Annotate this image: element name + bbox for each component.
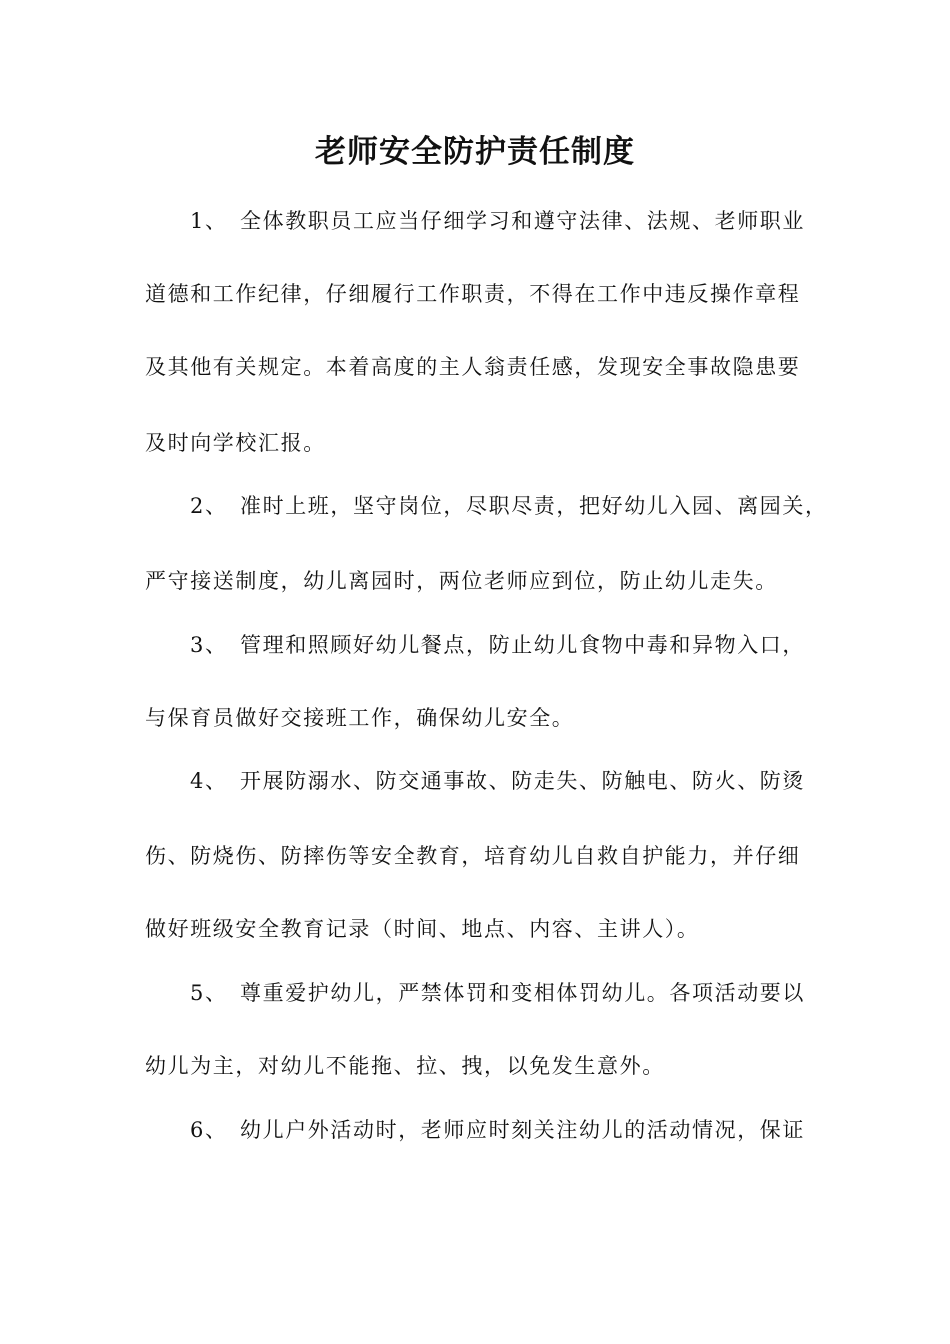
item-4-line-1 [190, 766, 805, 796]
item-5-line-1 [190, 978, 805, 1008]
item-1-text-1: 全体教职员工应当仔细学习和遵守法律、法规、老师职业 [240, 209, 805, 233]
item-3-text-1: 管理和照顾好幼儿餐点，防止幼儿食物中毒和异物入口， [240, 633, 805, 657]
item-4-number: 4、 [190, 769, 228, 793]
item-1-line-3: 及其他有关规定。本着高度的主人翁责任感，发现安全事故隐患要 [145, 355, 801, 379]
item-1-line-4: 及时向学校汇报。 [145, 431, 326, 455]
item-2-line-1 [190, 491, 828, 521]
item-4-line-3: 做好班级安全教育记录（时间、地点、内容、主讲人）。 [145, 917, 700, 941]
item-4-text-1: 开展防溺水、防交通事故、防走失、防触电、防火、防烫 [240, 769, 805, 793]
item-1-line-2: 道德和工作纪律，仔细履行工作职责，不得在工作中违反操作章程 [145, 282, 801, 306]
item-1-line-1 [190, 206, 805, 236]
item-6-line-1 [190, 1115, 805, 1145]
item-1-number: 1、 [190, 209, 228, 233]
item-2-line-2: 严守接送制度，幼儿离园时，两位老师应到位，防止幼儿走失。 [145, 569, 778, 593]
item-4-line-2: 伤、防烧伤、防摔伤等安全教育，培育幼儿自救自护能力，并仔细 [145, 844, 801, 868]
item-3-number: 3、 [190, 633, 228, 657]
item-6-number: 6、 [190, 1118, 228, 1142]
document-title: 老师安全防护责任制度 [315, 134, 635, 170]
item-3-line-1 [190, 630, 805, 660]
item-5-number: 5、 [190, 981, 228, 1005]
item-2-number: 2、 [190, 494, 228, 518]
item-3-line-2: 与保育员做好交接班工作，确保幼儿安全。 [145, 706, 575, 730]
item-6-text-1: 幼儿户外活动时，老师应时刻关注幼儿的活动情况，保证 [240, 1118, 805, 1142]
item-5-line-2: 幼儿为主，对幼儿不能拖、拉、拽，以免发生意外。 [145, 1054, 665, 1078]
item-2-text-1: 准时上班，坚守岗位，尽职尽责，把好幼儿入园、离园关， [240, 494, 828, 518]
item-5-text-1: 尊重爱护幼儿，严禁体罚和变相体罚幼儿。各项活动要以 [240, 981, 805, 1005]
